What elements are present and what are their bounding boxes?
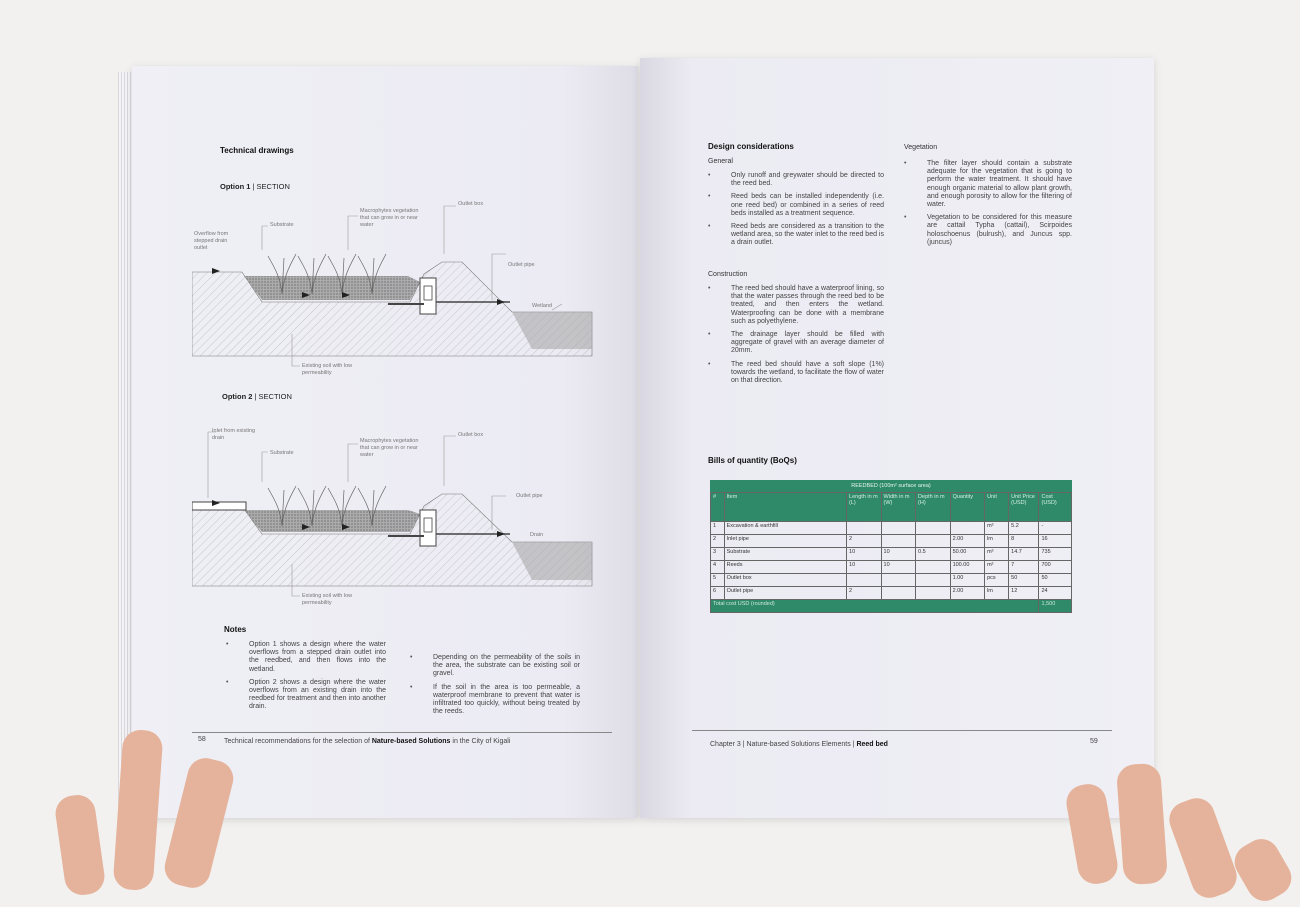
right-hand-finger	[1228, 833, 1298, 907]
notes-column-2	[410, 654, 580, 721]
boq-cell: 50.00	[950, 548, 985, 561]
boq-cell: 0.5	[916, 548, 951, 561]
right-footer-text	[710, 741, 888, 748]
option2-type: SECTION	[258, 392, 292, 401]
boq-cell: 8	[1009, 535, 1039, 548]
boq-cell: m³	[985, 548, 1009, 561]
note-item: • Depending on the permeability of the soils in the area, the substrate can be existing soil or gravel.	[410, 654, 580, 679]
boq-cell	[847, 574, 882, 587]
boq-row	[711, 548, 1072, 561]
book-spread	[118, 58, 1158, 818]
boq-header-cell: Cost (USD)	[1039, 493, 1072, 522]
boq-cell: 10	[847, 561, 882, 574]
inlet-label: Inlet from existing drain	[212, 428, 256, 441]
vegetation-item: • Vegetation to be considered for this measure are cattail Typha (cattail), Scirpoides holoschoenus (bulrush), and Juncus spp. (juncus)	[904, 214, 1072, 247]
boq-cell: 14.7	[1009, 548, 1039, 561]
soil-label-1: Existing soil with low permeability	[302, 363, 353, 376]
boq-table-wrapper	[710, 480, 1072, 613]
boq-table-title: REEDBED (100m² surface area)	[710, 480, 1072, 492]
boq-header-cell: Item	[724, 493, 846, 522]
general-item: • Only runoff and greywater should be directed to the reed bed.	[708, 172, 884, 188]
outlet-pipe-label-1: Outlet pipe	[508, 262, 535, 268]
vegetation-list	[904, 160, 1072, 252]
boq-cell: 12	[1009, 587, 1039, 600]
boq-total-label: Total cost USD (rounded)	[711, 600, 1039, 613]
boq-cell: 2	[711, 535, 725, 548]
macrophytes-label-1: Macrophytes vegetation that can grow in or near water	[360, 208, 419, 228]
general-heading: General	[708, 158, 733, 165]
boq-cell: 1.00	[950, 574, 985, 587]
construction-heading: Construction	[708, 271, 748, 278]
option2-label	[222, 392, 292, 401]
construction-item: • The reed bed should have a soft slope (1%) towards the wetland, to facilitate the flow of water on that direction.	[708, 361, 884, 386]
boq-header-cell: Length in m (L)	[847, 493, 882, 522]
boq-cell: 5	[711, 574, 725, 587]
boq-header-cell: Quantity	[950, 493, 985, 522]
boq-row	[711, 535, 1072, 548]
macrophytes-label-2: Macrophytes vegetation that can grow in or near water	[360, 438, 419, 458]
boq-cell: 16	[1039, 535, 1072, 548]
boq-total-value: 1,500	[1039, 600, 1072, 613]
left-page	[132, 66, 638, 818]
construction-list	[708, 285, 884, 390]
notes-column-1	[226, 641, 386, 717]
boq-cell: 10	[881, 548, 916, 561]
boq-cell: Outlet box	[724, 574, 846, 587]
boq-cell	[881, 522, 916, 535]
boq-cell: lm	[985, 535, 1009, 548]
footer-text: Technical recommendations for the selection of	[224, 738, 372, 745]
boq-cell: 100.00	[950, 561, 985, 574]
drain-label: Drain	[530, 532, 544, 538]
construction-item: • The reed bed should have a waterproof lining, so that the water passes through the reed bed to be treated, and then enters the wetland. Waterproofing can be done with a membrane such as polyethylene.	[708, 285, 884, 326]
boq-cell: 10	[847, 548, 882, 561]
boq-cell: Substrate	[724, 548, 846, 561]
boq-row	[711, 587, 1072, 600]
boq-cell: 4	[711, 561, 725, 574]
boq-cell: 3	[711, 548, 725, 561]
boq-cell: Excavation & earthfill	[724, 522, 846, 535]
boq-cell	[881, 587, 916, 600]
page-number-right: 59	[1090, 738, 1098, 745]
general-item: • Reed beds can be installed independently (i.e. one reed bed) or combined in a series of reed beds installed as a treatment sequence.	[708, 193, 884, 218]
boq-cell: 2	[847, 535, 882, 548]
boq-cell: 2	[847, 587, 882, 600]
footer-text: Chapter 3 | Nature-based Solutions Elements |	[710, 741, 857, 748]
boq-cell: Inlet pipe	[724, 535, 846, 548]
left-hand-finger	[53, 793, 107, 898]
boq-row	[711, 561, 1072, 574]
boq-cell: 700	[1039, 561, 1072, 574]
note-item: • Option 1 shows a design where the water overflows from a stepped drain outlet into the reedbed, and then flows into the wetland.	[226, 641, 386, 674]
boq-cell	[916, 587, 951, 600]
boq-header-cell: Depth in m (H)	[916, 493, 951, 522]
footer-rule	[192, 732, 612, 733]
boq-cell: Outlet pipe	[724, 587, 846, 600]
boq-cell	[916, 522, 951, 535]
boq-cell: m³	[985, 522, 1009, 535]
vegetation-heading: Vegetation	[904, 144, 938, 151]
page-number-left: 58	[198, 736, 206, 743]
boq-cell: 10	[881, 561, 916, 574]
boq-row	[711, 522, 1072, 535]
boq-heading: Bills of quantity (BoQs)	[708, 456, 797, 465]
option1-label	[220, 182, 290, 191]
boq-cell: pcs	[985, 574, 1009, 587]
option2-name: Option 2	[222, 392, 253, 401]
right-hand-finger	[1164, 793, 1241, 903]
boq-cell: 2.00	[950, 587, 985, 600]
boq-cell: 24	[1039, 587, 1072, 600]
boq-cell: 1	[711, 522, 725, 535]
right-page	[640, 58, 1154, 818]
general-item: • Reed beds are considered as a transition to the wetland area, so the water inlet to the reed bed is a drain outlet.	[708, 223, 884, 248]
boq-cell	[916, 574, 951, 587]
footer-text: in the City of Kigali	[450, 738, 511, 745]
boq-cell: 50	[1039, 574, 1072, 587]
boq-cell: 7	[1009, 561, 1039, 574]
boq-cell	[916, 561, 951, 574]
boq-cell: 735	[1039, 548, 1072, 561]
boq-total-row	[711, 600, 1072, 613]
boq-header-cell: Unit	[985, 493, 1009, 522]
boq-header-row	[711, 493, 1072, 522]
boq-body	[711, 522, 1072, 600]
construction-item: • The drainage layer should be filled with aggregate of gravel with an average diameter of 20mm.	[708, 331, 884, 356]
page-edges	[118, 72, 132, 812]
outlet-box-label-1: Outlet box	[458, 201, 484, 207]
note-item: • If the soil in the area is too permeable, a waterproof membrane to prevent that water is infiltrated too quickly, without being treated by the reeds.	[410, 684, 580, 717]
boq-cell: m²	[985, 561, 1009, 574]
option1-sep: |	[250, 182, 257, 191]
substrate-label-1: Substrate	[270, 222, 294, 228]
left-footer-text	[224, 738, 510, 745]
boq-cell	[881, 535, 916, 548]
boq-cell: 2.00	[950, 535, 985, 548]
boq-cell: -	[1039, 522, 1072, 535]
boq-cell: Reeds	[724, 561, 846, 574]
substrate-label-2: Substrate	[270, 450, 294, 456]
design-considerations-heading: Design considerations	[708, 142, 794, 151]
boq-row	[711, 574, 1072, 587]
notes-heading: Notes	[224, 625, 247, 634]
option2-sep: |	[252, 392, 259, 401]
boq-cell	[881, 574, 916, 587]
technical-drawings-heading: Technical drawings	[220, 146, 294, 155]
boq-cell: lm	[985, 587, 1009, 600]
boq-cell	[847, 522, 882, 535]
wetland-label: Wetland	[532, 303, 553, 309]
boq-header-cell: Unit Price (USD)	[1009, 493, 1039, 522]
option1-name: Option 1	[220, 182, 251, 191]
outlet-box-label-2: Outlet box	[458, 432, 484, 438]
option1-type: SECTION	[256, 182, 290, 191]
note-item: • Option 2 shows a design where the water overflows from an existing drain into the reedbed for treatment and then into another drain.	[226, 679, 386, 712]
boq-cell: 5.2	[1009, 522, 1039, 535]
boq-cell: 6	[711, 587, 725, 600]
soil-label-2: Existing soil with low permeability	[302, 593, 353, 606]
general-list	[708, 172, 884, 253]
outlet-pipe-label-2: Outlet pipe	[516, 493, 543, 499]
boq-cell: 50	[1009, 574, 1039, 587]
boq-cell	[916, 535, 951, 548]
footer-rule	[692, 730, 1112, 731]
vegetation-item: • The filter layer should contain a substrate adequate for the vegetation that is going to perform the water treatment. It should have enough organic material to allow plant growth, and enough porosity to allow for the filtering of water.	[904, 160, 1072, 209]
boq-table	[710, 492, 1072, 613]
boq-header-cell: #	[711, 493, 725, 522]
boq-header-cell: Width in m (W)	[881, 493, 916, 522]
overflow-label: Overflow from stepped drain outlet	[194, 231, 229, 251]
footer-bold: Reed bed	[856, 741, 888, 748]
footer-bold: Nature-based Solutions	[371, 738, 451, 745]
boq-cell	[950, 522, 985, 535]
